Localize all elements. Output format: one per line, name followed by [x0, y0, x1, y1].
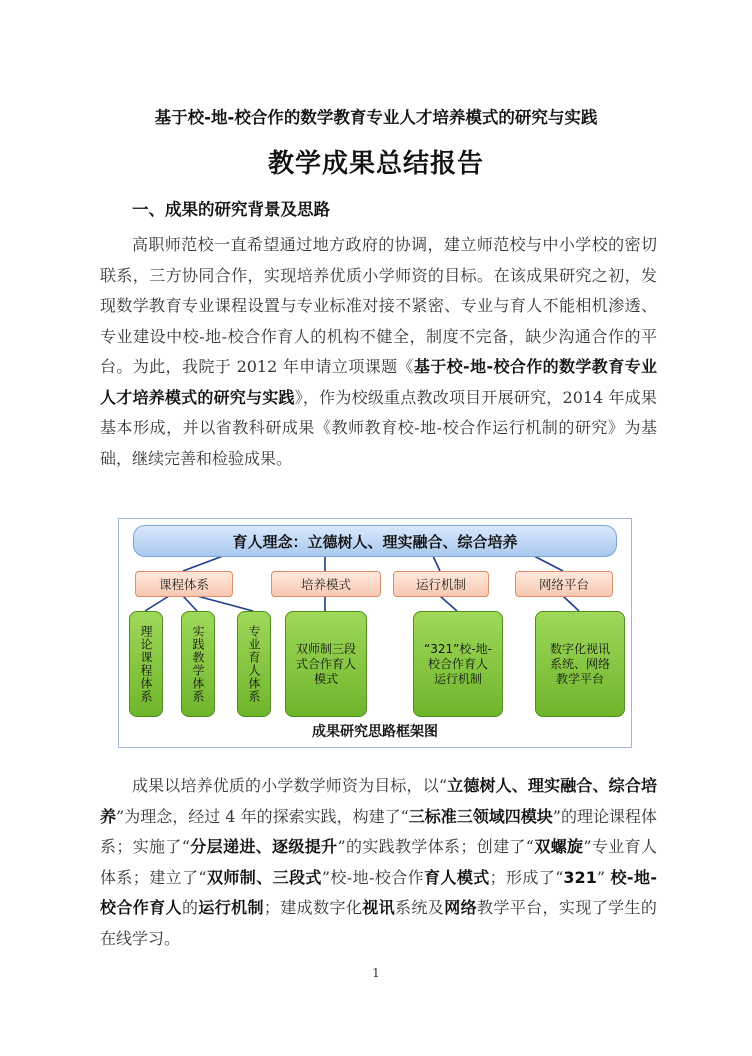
paragraph-text: 高职师范校一直希望通过地方政府的协调，建立师范校与中小学校的密切联系，三方协同合作，实现培养优质小学师资的目标。在该成果研究之初，发现数学教育专业课程设置与专业标准对接不紧密、专业与育人不能相机渗透、专业建设中校-地-校合作育人的机构不健全，制度不完备，缺少沟通合作的平台。为此，我院于 2012 年申请立项课题《 — [100, 235, 657, 376]
leaf-practice-teaching: 实践教学体系 — [181, 611, 215, 717]
framework-diagram — [118, 518, 632, 748]
emphasis: 校-地-校合作育人 — [100, 867, 657, 917]
paragraph-text: ”专业育人体系；建立了“ — [100, 837, 657, 887]
connector-line — [197, 596, 253, 611]
leaf-professional-education: 专业育人体系 — [237, 611, 271, 717]
project-title-emphasis: 基于校-地-校合作的数学教育专业人才培养模式的研究与实践 — [100, 357, 657, 407]
leaf-dual-mentor-model — [285, 611, 367, 717]
connector-line — [440, 596, 457, 611]
connector-line — [145, 596, 169, 611]
paragraph-text: ；建成数字化 — [263, 898, 363, 917]
paragraph-text: ”为理念，经过 4 年的探索实践，构建了“ — [116, 806, 409, 826]
paragraph-text: ”的实践教学体系；创建了“ — [337, 837, 534, 856]
leaf-text: 数字化视讯系统、网络教学平台 — [549, 641, 610, 686]
report-title: 教学成果总结报告 — [267, 149, 484, 179]
category-training-mode: 培养模式 — [271, 571, 381, 597]
emphasis: 运行机制 — [198, 898, 264, 917]
page-number: 1 — [372, 966, 380, 980]
outcome-paragraph — [100, 771, 657, 954]
emphasis: 网络 — [444, 898, 477, 917]
paragraph-text: 成果以培养优质的小学数学师资为目标，以“ — [132, 776, 448, 795]
connector-line — [534, 556, 563, 571]
emphasis: 321 — [563, 867, 597, 887]
emphasis: 双螺旋 — [534, 837, 584, 856]
emphasis: 立德树人、理实融合、综合培养 — [100, 776, 657, 826]
background-paragraph — [100, 230, 657, 474]
connector-line — [183, 556, 223, 571]
leaf-theory-courses: 理论课程体系 — [129, 611, 163, 717]
diagram-caption: 成果研究思路框架图 — [312, 724, 438, 740]
paragraph-text: 教学平台，实现了学生的在线学习。 — [100, 898, 657, 948]
emphasis: 双师制、三段式 — [206, 867, 322, 887]
connector-line — [183, 596, 197, 611]
emphasis: 分层递进、逐级提升 — [189, 837, 338, 856]
emphasis: 视讯 — [362, 898, 396, 917]
paragraph-text: ；形成了“ — [489, 867, 564, 887]
paragraph-text: ” — [596, 867, 611, 887]
paragraph-text: 系统及 — [395, 898, 445, 917]
paragraph-text: 》，作为校级重点教改项目开展研究，2014 年成果基本形成，并以省教科研成果《教师教育校-地-校合作运行机制的研究》为基础，继续完善和检验成果。 — [100, 387, 657, 468]
leaf-text: 双师制三段式合作育人模式 — [295, 641, 356, 686]
paragraph-text: ”校-地-校合作 — [321, 867, 425, 887]
category-operation-mechanism: 运行机制 — [393, 571, 489, 597]
category-course-system: 课程体系 — [135, 571, 233, 597]
leaf-text: “321”校-地-校合作育人运行机制 — [424, 641, 492, 686]
connector-line — [563, 596, 579, 611]
emphasis: 三标准三领域四模块 — [408, 806, 553, 826]
emphasis: 育人模式 — [424, 867, 490, 887]
category-network-platform: 网络平台 — [515, 571, 613, 597]
section-heading: 一、成果的研究背景及思路 — [132, 200, 330, 219]
paragraph-text: ”的理论课程体系；实施了“ — [100, 806, 657, 856]
connector-line — [433, 556, 440, 571]
report-subtitle: 基于校-地-校合作的数学教育专业人才培养模式的研究与实践 — [154, 108, 598, 127]
education-philosophy-banner: 育人理念：立德树人、理实融合、综合培养 — [133, 525, 617, 557]
leaf-321-mechanism — [413, 611, 503, 717]
paragraph-text: 的 — [181, 898, 199, 917]
leaf-digital-platform — [535, 611, 625, 717]
